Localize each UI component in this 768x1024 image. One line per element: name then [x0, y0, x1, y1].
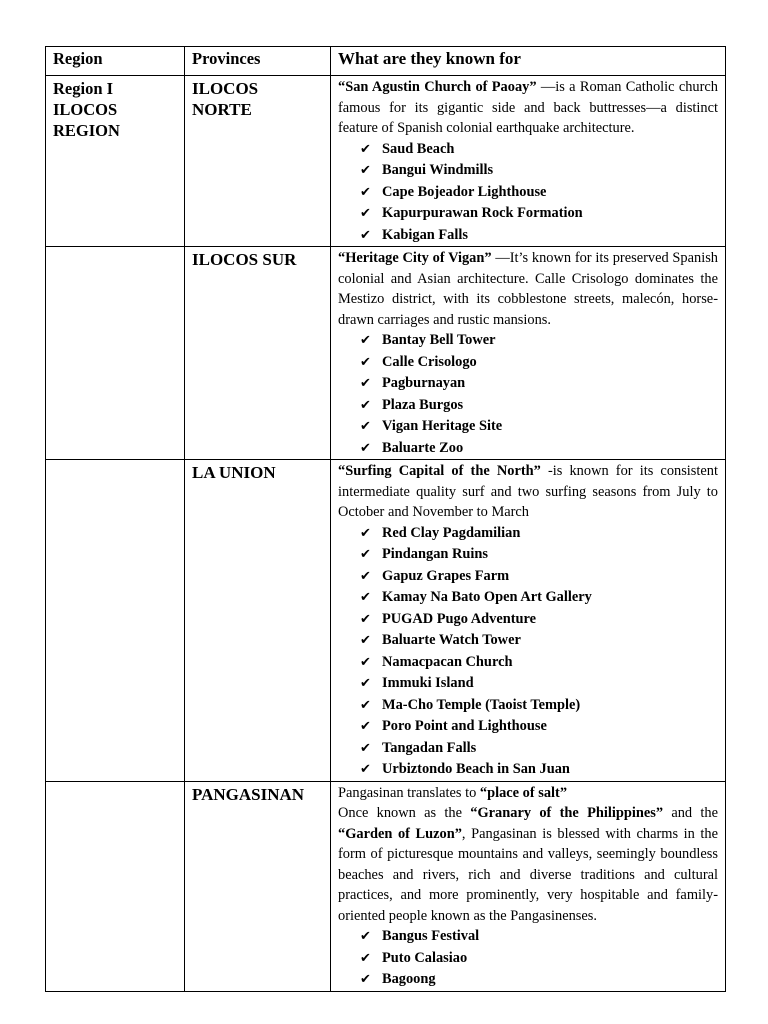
description-cell: [331, 781, 726, 991]
description-cell: [331, 247, 726, 460]
attraction-name: Namacpacan Church: [382, 653, 513, 670]
description-paragraph: [338, 248, 718, 330]
province-name-line2: NORTE: [192, 100, 252, 119]
checkmark-icon: ✔: [360, 568, 371, 584]
attraction-name: Calle Crisologo: [382, 353, 477, 370]
attractions-list: [338, 330, 718, 459]
checkmark-icon: ✔: [360, 697, 371, 713]
attractions-list: [338, 926, 718, 991]
province-name: LA UNION: [192, 463, 276, 482]
attraction-item: [360, 926, 718, 948]
attractions-list: [338, 523, 718, 781]
attraction-item: [360, 652, 718, 674]
province-cell: [185, 781, 331, 991]
attraction-name: Pagburnayan: [382, 375, 466, 391]
attraction-name: Bangui Windmills: [382, 162, 494, 178]
intro-text: Pangasinan translates to: [338, 784, 480, 801]
province-name: PANGASINAN: [192, 784, 305, 804]
checkmark-icon: ✔: [360, 440, 371, 456]
checkmark-icon: ✔: [360, 141, 371, 157]
attraction-item: [360, 695, 718, 717]
attraction-name: PUGAD Pugo Adventure: [382, 610, 537, 627]
header-known-for: What are they known for: [331, 47, 726, 76]
checkmark-icon: ✔: [360, 419, 371, 434]
attraction-item: [360, 523, 718, 545]
attraction-item: [360, 566, 718, 588]
highlight-text: “Surfing Capital of the North”: [338, 463, 541, 479]
province-cell: [185, 247, 331, 460]
attractions-list: [338, 139, 718, 247]
highlight-text: “San Agustin Church of Paoay”: [338, 79, 537, 95]
attraction-item: [360, 969, 718, 991]
table-row: [46, 781, 726, 991]
attraction-item: [360, 139, 718, 161]
highlight-text: “Heritage City of Vigan”: [338, 250, 492, 266]
checkmark-icon: ✔: [360, 611, 371, 627]
highlight-text: “Garden of Luzon”: [338, 825, 462, 842]
attraction-name: Gapuz Grapes Farm: [382, 567, 510, 584]
attraction-name: Baluarte Watch Tower: [382, 632, 521, 648]
checkmark-icon: ✔: [360, 740, 371, 756]
header-provinces: Provinces: [185, 47, 331, 76]
attraction-item: [360, 544, 718, 566]
attraction-name: Puto Calasiao: [382, 949, 468, 966]
attraction-name: Red Clay Pagdamilian: [382, 524, 521, 541]
attraction-name: Saud Beach: [382, 140, 455, 157]
attraction-name: Urbiztondo Beach in San Juan: [382, 761, 570, 777]
attraction-item: [360, 673, 718, 695]
region-name-line1: ILOCOS: [53, 100, 118, 119]
attraction-item: [360, 738, 718, 760]
checkmark-icon: ✔: [360, 184, 371, 200]
province-name-line1: ILOCOS: [192, 79, 259, 98]
tourism-table: [45, 46, 726, 992]
description-cell: [331, 76, 726, 247]
description-text: and the: [663, 805, 719, 821]
description-text: -is known for its consistent intermediate quality surf and two surfing seasons from July to October and November to March: [338, 463, 718, 520]
checkmark-icon: ✔: [360, 590, 371, 605]
attraction-name: Vigan Heritage Site: [382, 418, 503, 434]
attraction-name: Plaza Burgos: [382, 396, 464, 413]
attraction-item: [360, 225, 718, 247]
checkmark-icon: ✔: [360, 762, 371, 777]
attraction-name: Baluarte Zoo: [382, 439, 464, 456]
header-row: [46, 47, 726, 76]
checkmark-icon: ✔: [360, 654, 371, 670]
description-text: Once known as the: [338, 805, 471, 821]
highlight-text: “Granary of the Philippines”: [470, 805, 664, 821]
province-name: ILOCOS SUR: [192, 250, 297, 269]
checkmark-icon: ✔: [360, 333, 371, 348]
attraction-item: [360, 160, 718, 182]
region-cell-empty: [46, 460, 185, 782]
attraction-item: [360, 373, 718, 395]
description-text: —is a Roman Catholic church famous for its gigantic side and back buttresses—a distinct feature of Spanish colonial earthquake architecture.: [338, 79, 718, 136]
region-cell-empty: [46, 781, 185, 991]
attraction-item: [360, 330, 718, 352]
attraction-item: [360, 438, 718, 460]
attraction-name: Ma-Cho Temple (Taoist Temple): [382, 696, 581, 713]
description-paragraph: [338, 77, 718, 139]
checkmark-icon: ✔: [360, 376, 371, 391]
table-row: [46, 247, 726, 460]
attraction-item: [360, 203, 718, 225]
attraction-item: [360, 395, 718, 417]
region-name-line2: REGION: [53, 121, 120, 140]
description-text: —It’s known for its preserved Spanish colonial and Asian architecture. Calle Crisologo dominates the Mestizo district, with its cobblestone streets, malecón, horse-drawn carriages and rustic mansions.: [338, 250, 718, 328]
checkmark-icon: ✔: [360, 525, 371, 541]
checkmark-icon: ✔: [360, 633, 371, 648]
attraction-name: Kapurpurawan Rock Formation: [382, 205, 583, 221]
attraction-name: Bantay Bell Tower: [382, 332, 496, 348]
attraction-item: [360, 416, 718, 438]
table-row: [46, 76, 726, 247]
attraction-item: [360, 587, 718, 609]
attraction-item: [360, 759, 718, 781]
checkmark-icon: ✔: [360, 227, 371, 243]
checkmark-icon: ✔: [360, 206, 371, 221]
table-row: [46, 460, 726, 782]
checkmark-icon: ✔: [360, 354, 371, 370]
attraction-name: Poro Point and Lighthouse: [382, 718, 547, 734]
checkmark-icon: ✔: [360, 972, 371, 987]
intro-paragraph: [338, 783, 718, 804]
region-cell-empty: [46, 247, 185, 460]
attraction-name: Tangadan Falls: [382, 739, 477, 756]
province-cell: [185, 460, 331, 782]
attraction-item: [360, 630, 718, 652]
description-text: , Pangasinan is blessed with charms in the form of picturesque mountains and valleys, seemingly boundless beaches and rivers, rich and diverse traditions and cultural practices, and more prominently, very hospitable and family-oriented people known as the Pangasinenses.: [338, 825, 718, 924]
attraction-name: Bangus Festival: [382, 928, 480, 944]
checkmark-icon: ✔: [360, 950, 371, 966]
attraction-item: [360, 182, 718, 204]
attraction-name: Bagoong: [382, 971, 436, 987]
attraction-name: Kamay Na Bato Open Art Gallery: [382, 589, 592, 605]
region-cell: [46, 76, 185, 247]
checkmark-icon: ✔: [360, 676, 371, 691]
attraction-item: [360, 716, 718, 738]
attraction-name: Immuki Island: [382, 675, 474, 691]
attraction-name: Cape Bojeador Lighthouse: [382, 183, 547, 200]
description-paragraph: [338, 461, 718, 523]
checkmark-icon: ✔: [360, 397, 371, 413]
description-cell: [331, 460, 726, 782]
attraction-item: [360, 352, 718, 374]
intro-highlight: “place of salt”: [479, 784, 568, 801]
province-cell: [185, 76, 331, 247]
attraction-item: [360, 609, 718, 631]
attraction-name: Kabigan Falls: [382, 226, 468, 243]
attraction-name: Pindangan Ruins: [382, 546, 488, 562]
attraction-item: [360, 948, 718, 970]
checkmark-icon: ✔: [360, 163, 371, 178]
checkmark-icon: ✔: [360, 719, 371, 734]
description-paragraph: [338, 803, 718, 926]
header-region: Region: [46, 47, 185, 76]
checkmark-icon: ✔: [360, 929, 371, 944]
checkmark-icon: ✔: [360, 547, 371, 562]
region-label: Region I: [53, 79, 114, 98]
